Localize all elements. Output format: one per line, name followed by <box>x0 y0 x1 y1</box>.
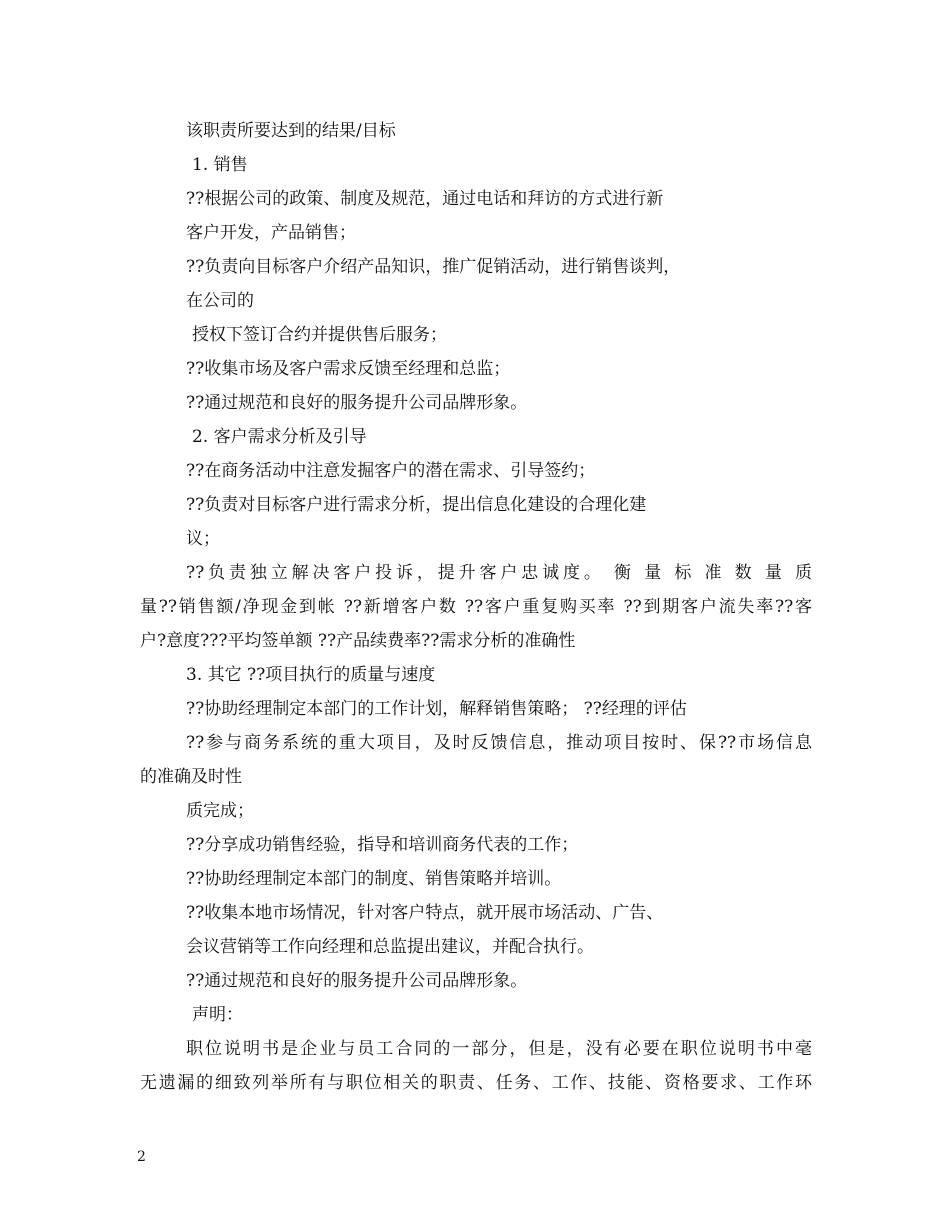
paragraph-line: ??负责对目标客户进行需求分析，提出信息化建设的合理化建 <box>186 495 647 515</box>
paragraph-line: 会议营销等工作向经理和总监提出建议，并配合执行。 <box>186 937 594 957</box>
paragraph-line: 的准确及时性 <box>140 767 242 787</box>
paragraph-line: 无遗漏的细致列举所有与职位相关的职责、任务、工作、技能、资格要求、工作环 <box>140 1073 812 1093</box>
paragraph-line: 授权下签订合约并提供售后服务； <box>192 325 447 345</box>
paragraph-line: ??收集本地市场情况，针对客户特点，就开展市场活动、广告、 <box>186 903 664 923</box>
paragraph-line: 在公司的 <box>186 291 254 311</box>
section-intro-heading: 该职责所要达到的结果/目标 <box>186 121 396 141</box>
paragraph-line: ??负责向目标客户介绍产品知识，推广促销活动，进行销售谈判， <box>186 257 681 277</box>
paragraph-line: ??参与商务系统的重大项目，及时反馈信息，推动项目按时、保??市场信息 <box>186 733 812 753</box>
paragraph-line: 质完成； <box>186 801 254 821</box>
paragraph-line: 议； <box>186 529 220 549</box>
paragraph-line: ??协助经理制定本部门的工作计划，解释销售策略； ??经理的评估 <box>186 699 687 719</box>
paragraph-line: 户?意度???平均签单额 ??产品续费率??需求分析的准确性 <box>140 631 576 651</box>
paragraph-line: 职位说明书是企业与员工合同的一部分，但是，没有必要在职位说明书中毫 <box>186 1039 812 1059</box>
page-number: 2 <box>137 1149 146 1165</box>
section-2-heading: 2. 客户需求分析及引导 <box>192 427 367 447</box>
paragraph-line: ??协助经理制定本部门的制度、销售策略并培训。 <box>186 869 562 889</box>
paragraph-line: ??负责独立解决客户投诉，提升客户忠诚度。 衡 量 标 准 数 量 质 <box>186 563 812 583</box>
paragraph-line: ??收集市场及客户需求反馈至经理和总监； <box>186 359 511 379</box>
section-3-heading: 3. 其它 ??项目执行的质量与速度 <box>186 665 436 685</box>
paragraph-line: ??根据公司的政策、制度及规范，通过电话和拜访的方式进行新 <box>186 189 664 209</box>
paragraph-line: ??在商务活动中注意发掘客户的潜在需求、引导签约； <box>186 461 596 481</box>
paragraph-line: ??通过规范和良好的服务提升公司品牌形象。 <box>186 393 528 413</box>
statement-heading: 声明： <box>192 1005 243 1025</box>
paragraph-line: 客户开发，产品销售； <box>186 223 356 243</box>
paragraph-line: 量??销售额/净现金到帐 ??新增客户数 ??客户重复购买率 ??到期客户流失率??客 <box>140 597 812 617</box>
paragraph-line: ??分享成功销售经验，指导和培训商务代表的工作； <box>186 835 579 855</box>
paragraph-line: ??通过规范和良好的服务提升公司品牌形象。 <box>186 971 528 991</box>
section-1-heading: 1. 销售 <box>192 155 248 175</box>
